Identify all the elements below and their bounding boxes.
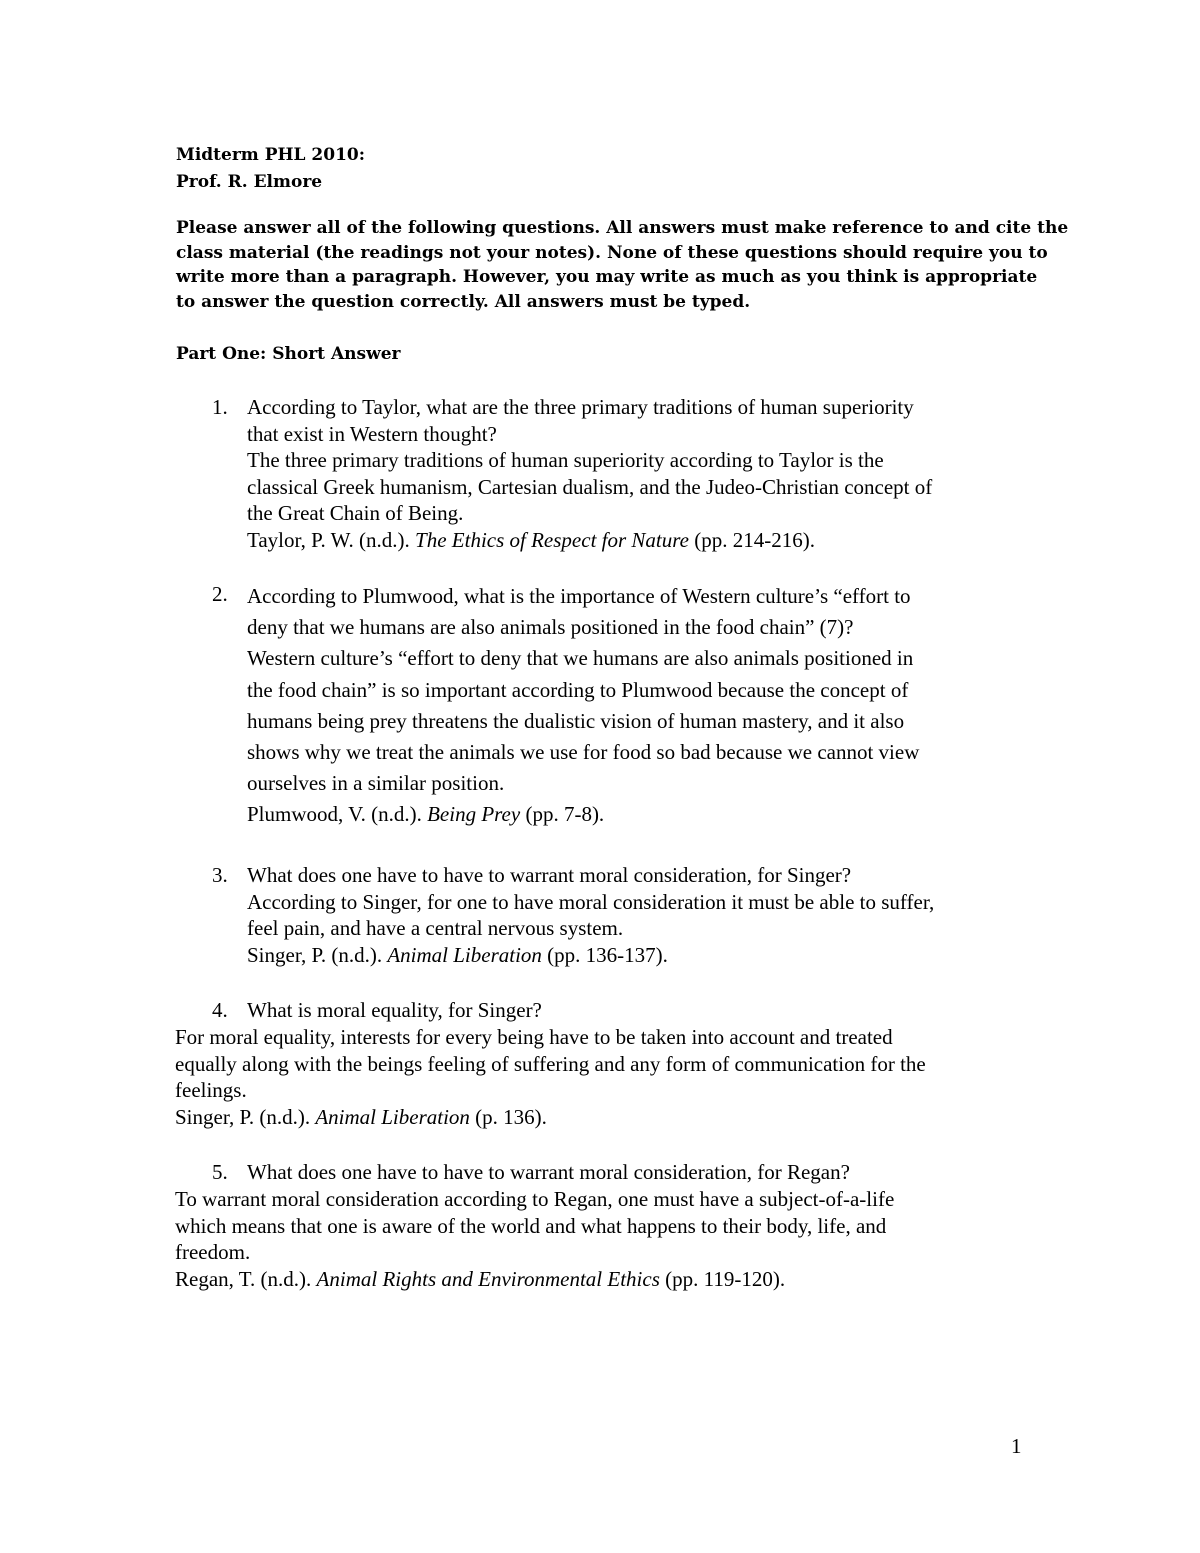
instructions-line: class material (the readings not your notes). None of these questions should require you to bbox=[176, 242, 1048, 263]
citation-author: Taylor, P. W. (n.d.). bbox=[247, 527, 416, 552]
citation-title: The Ethics of Respect for Nature bbox=[415, 527, 689, 552]
citation-title: Animal Liberation bbox=[315, 1104, 470, 1129]
citation bbox=[247, 942, 934, 969]
question-body bbox=[247, 394, 932, 553]
citation-author: Plumwood, V. (n.d.). bbox=[247, 802, 428, 827]
citation-pages: (pp. 136-137). bbox=[541, 942, 668, 967]
section-title: Part One: Short Answer bbox=[176, 344, 401, 364]
answer-text: shows why we treat the animals we use for food so bad because we cannot view bbox=[247, 740, 920, 765]
citation-author: Singer, P. (n.d.). bbox=[175, 1104, 316, 1129]
question-number: 2. bbox=[212, 582, 228, 606]
citation-title: Being Prey bbox=[427, 802, 521, 827]
citation bbox=[247, 799, 919, 830]
course-title: Midterm PHL 2010: bbox=[176, 145, 366, 165]
instructions-line: write more than a paragraph. However, you may write as much as you think is appropriate bbox=[176, 267, 1038, 287]
answer-text: freedom. bbox=[175, 1240, 251, 1264]
question-text: that exist in Western thought? bbox=[247, 421, 497, 446]
question-text: What does one have to have to warrant moral consideration, for Singer? bbox=[247, 863, 852, 887]
question-text: According to Plumwood, what is the importance of Western culture’s “effort to bbox=[247, 584, 911, 608]
question-body bbox=[247, 997, 542, 1024]
instructions-line: Please answer all of the following questions. All answers must make reference to and cite the bbox=[176, 218, 1069, 238]
answer-text: ourselves in a similar position. bbox=[247, 771, 505, 796]
question-text: According to Taylor, what are the three primary traditions of human superiority bbox=[247, 395, 914, 419]
citation bbox=[175, 1104, 926, 1131]
citation-pages: (pp. 214-216). bbox=[688, 527, 815, 552]
answer-4 bbox=[175, 1024, 926, 1130]
citation bbox=[247, 527, 932, 554]
answer-text: According to Singer, for one to have moral consideration it must be able to suffer, bbox=[247, 889, 935, 914]
answer-text: feelings. bbox=[175, 1078, 247, 1102]
answer-text: To warrant moral consideration according to Regan, one must have a subject-of-a-life bbox=[175, 1187, 895, 1211]
citation-author: Singer, P. (n.d.). bbox=[247, 942, 388, 967]
answer-text: the food chain” is so important according to Plumwood because the concept of bbox=[247, 677, 909, 702]
answer-text: The three primary traditions of human superiority according to Taylor is the bbox=[247, 448, 884, 472]
question-body bbox=[247, 581, 919, 831]
answer-text: For moral equality, interests for every being have to be taken into account and treated bbox=[175, 1025, 893, 1049]
answer-text: classical Greek humanism, Cartesian dualism, and the Judeo-Christian concept of bbox=[247, 474, 933, 499]
question-body bbox=[247, 862, 934, 968]
professor-name: Prof. R. Elmore bbox=[176, 172, 323, 192]
answer-text: feel pain, and have a central nervous system. bbox=[247, 916, 624, 940]
answer-text: which means that one is aware of the world and what happens to their body, life, and bbox=[175, 1213, 887, 1238]
answer-text: humans being prey threatens the dualistic vision of human mastery, and it also bbox=[247, 708, 905, 733]
instructions bbox=[176, 216, 1069, 314]
instructions-line: to answer the question correctly. All answers must be typed. bbox=[176, 291, 751, 312]
question-number: 3. bbox=[212, 863, 228, 887]
citation-title: Animal Liberation bbox=[387, 942, 542, 967]
answer-text: equally along with the beings feeling of suffering and any form of communication for the bbox=[175, 1051, 926, 1076]
citation-pages: (pp. 119-120). bbox=[659, 1266, 786, 1291]
citation-author: Regan, T. (n.d.). bbox=[175, 1266, 317, 1291]
citation-pages: (pp. 7-8). bbox=[520, 802, 605, 827]
question-text: What is moral equality, for Singer? bbox=[247, 998, 542, 1022]
answer-5 bbox=[175, 1186, 894, 1292]
page-number: 1 bbox=[1011, 1434, 1022, 1458]
question-number: 5. bbox=[212, 1160, 228, 1184]
citation-pages: (p. 136). bbox=[469, 1104, 547, 1129]
question-number: 4. bbox=[212, 998, 228, 1022]
question-text: deny that we humans are also animals positioned in the food chain” (7)? bbox=[247, 615, 854, 640]
answer-text: the Great Chain of Being. bbox=[247, 501, 464, 525]
question-text: What does one have to have to warrant moral consideration, for Regan? bbox=[247, 1160, 850, 1184]
answer-text: Western culture’s “effort to deny that we humans are also animals positioned in bbox=[247, 646, 914, 671]
citation bbox=[175, 1266, 894, 1293]
citation-title: Animal Rights and Environmental Ethics bbox=[316, 1266, 660, 1291]
question-body bbox=[247, 1159, 850, 1186]
question-number: 1. bbox=[212, 395, 228, 419]
